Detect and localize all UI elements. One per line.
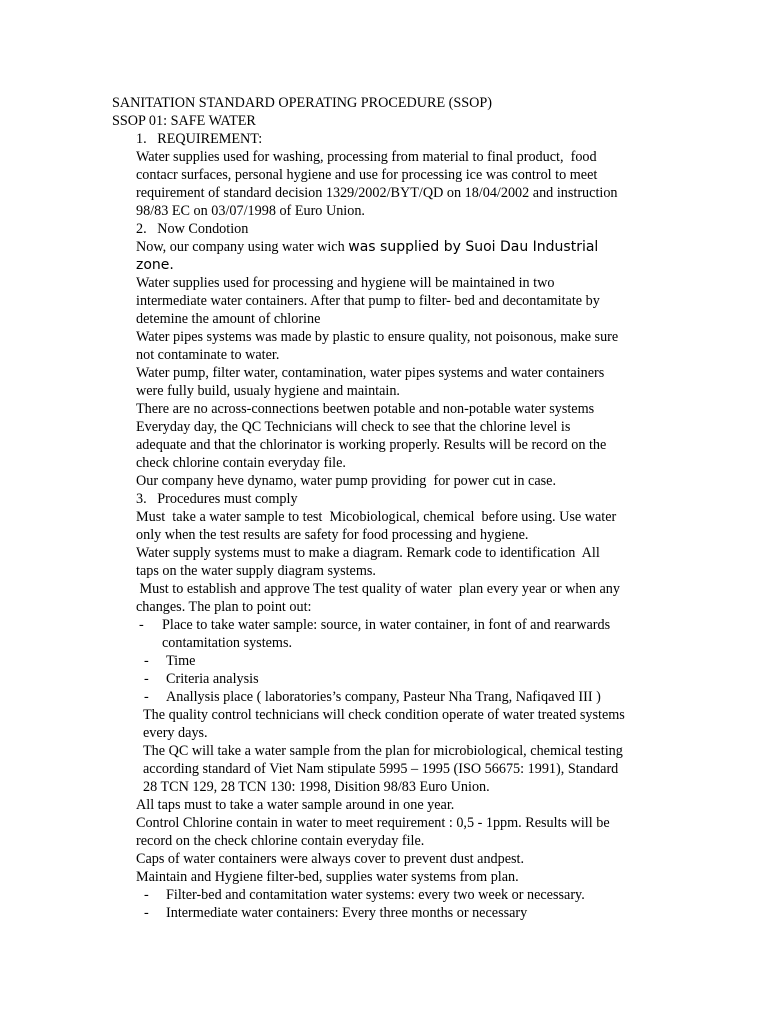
paragraph-line: detemine the amount of chlorine xyxy=(136,311,321,327)
section-1-heading: 1. REQUIREMENT: xyxy=(136,131,263,147)
paragraph-line: 98/83 EC on 03/07/1998 of Euro Union. xyxy=(136,203,365,219)
paragraph-line: Maintain and Hygiene filter-bed, supplies water systems from plan. xyxy=(136,869,519,885)
paragraph-line: according standard of Viet Nam stipulate 5995 – 1995 (ISO 56675: 1991), Standard xyxy=(143,761,619,777)
paragraph-line: were fully build, usualy hygiene and maintain. xyxy=(136,383,400,399)
paragraph-line: Must to establish and approve The test quality of water plan every year or when any xyxy=(136,581,620,597)
paragraph-text-sans: was supplied by Suoi Dau Industrial xyxy=(348,239,599,255)
list-bullet: - xyxy=(144,905,149,921)
paragraph-line: Water pipes systems was made by plastic to ensure quality, not poisonous, make sure xyxy=(136,329,619,345)
section-3-heading: 3. Procedures must comply xyxy=(136,491,298,507)
list-bullet: - xyxy=(144,671,149,687)
paragraph-line: intermediate water containers. After that pump to filter- bed and decontamitate by xyxy=(136,293,600,309)
list-item: Place to take water sample: source, in water container, in font of and rearwards xyxy=(162,617,611,633)
list-item: Time xyxy=(166,653,196,669)
paragraph-line: Everyday day, the QC Technicians will check to see that the chlorine level is xyxy=(136,419,571,435)
paragraph-line: Water supplies used for processing and hygiene will be maintained in two xyxy=(136,275,555,291)
paragraph-line: adequate and that the chlorinator is working properly. Results will be record on the xyxy=(136,437,607,453)
paragraph-line: contacr surfaces, personal hygiene and use for processing ice was control to meet xyxy=(136,167,598,183)
paragraph-line: Our company heve dynamo, water pump providing for power cut in case. xyxy=(136,473,556,489)
list-bullet: - xyxy=(139,617,144,633)
paragraph-text: Now, our company using water wich xyxy=(136,239,349,255)
list-bullet: - xyxy=(144,689,149,705)
paragraph-line: Caps of water containers were always cover to prevent dust andpest. xyxy=(136,851,525,867)
paragraph-line: Must take a water sample to test Micobiological, chemical before using. Use water xyxy=(136,509,617,525)
document-title: SANITATION STANDARD OPERATING PROCEDURE (SSOP) xyxy=(112,95,493,111)
paragraph-line: only when the test results are safety for food processing and hygiene. xyxy=(136,527,529,543)
paragraph-line: check chlorine contain everyday file. xyxy=(136,455,346,471)
paragraph-line: Water supplies used for washing, processing from material to final product, food xyxy=(136,149,597,165)
paragraph-line: changes. The plan to point out: xyxy=(136,599,312,615)
document-subtitle: SSOP 01: SAFE WATER xyxy=(112,113,256,129)
section-2-heading: 2. Now Condotion xyxy=(136,221,249,237)
paragraph-line: zone. xyxy=(136,257,174,273)
paragraph-line: All taps must to take a water sample around in one year. xyxy=(136,797,455,813)
paragraph-line: Control Chlorine contain in water to meet requirement : 0,5 - 1ppm. Results will be xyxy=(136,815,610,831)
paragraph-line: requirement of standard decision 1329/2002/BYT/QD on 18/04/2002 and instruction xyxy=(136,185,618,201)
paragraph-line: Water supply systems must to make a diagram. Remark code to identification All xyxy=(136,545,600,561)
list-item: Anallysis place ( laboratories’s company, Pasteur Nha Trang, Nafiqaved III ) xyxy=(166,689,601,705)
paragraph-line: not contaminate to water. xyxy=(136,347,280,363)
list-item-continuation: contamitation systems. xyxy=(162,635,293,651)
paragraph-line: There are no across-connections beetwen potable and non-potable water systems xyxy=(136,401,595,417)
paragraph-line: every days. xyxy=(143,725,208,741)
list-bullet: - xyxy=(144,653,149,669)
paragraph-line: The quality control technicians will check condition operate of water treated systems xyxy=(143,707,625,723)
list-item: Filter-bed and contamitation water systems: every two week or necessary. xyxy=(166,887,585,903)
paragraph-line: The QC will take a water sample from the plan for microbiological, chemical testing xyxy=(143,743,623,759)
paragraph-line: taps on the water supply diagram systems. xyxy=(136,563,376,579)
paragraph-line: 28 TCN 129, 28 TCN 130: 1998, Disition 98/83 Euro Union. xyxy=(143,779,490,795)
paragraph-line: record on the check chlorine contain everyday file. xyxy=(136,833,425,849)
list-item: Intermediate water containers: Every three months or necessary xyxy=(166,905,528,921)
paragraph-line: Water pump, filter water, contamination, water pipes systems and water containers xyxy=(136,365,605,381)
paragraph-line xyxy=(136,238,598,256)
list-bullet: - xyxy=(144,887,149,903)
list-item: Criteria analysis xyxy=(166,671,259,687)
